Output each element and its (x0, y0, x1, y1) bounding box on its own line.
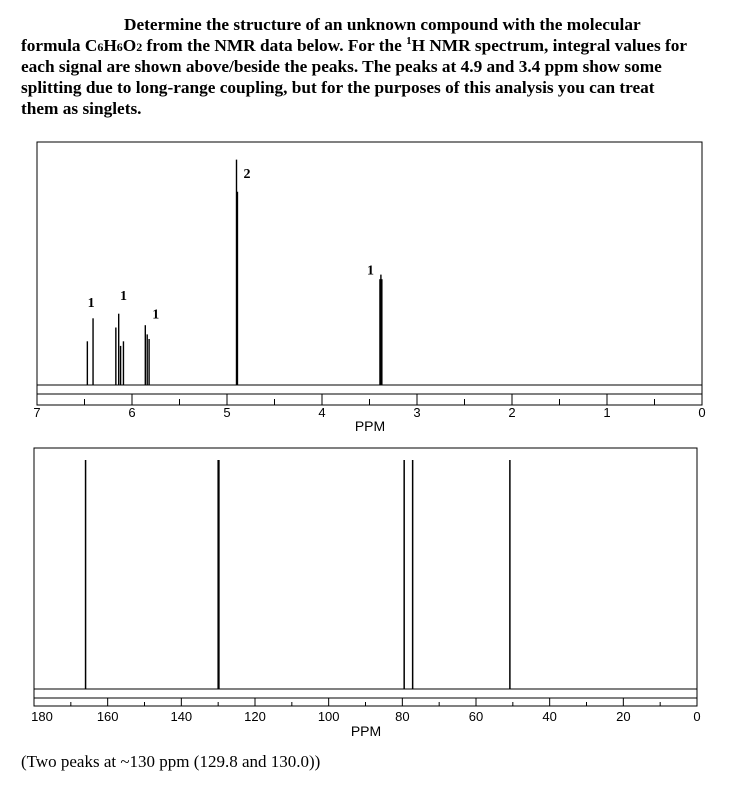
tick-label: 0 (693, 709, 701, 724)
integral-label: 1 (152, 307, 160, 323)
formula-h-count: 6 (116, 39, 123, 54)
tick-label: 2 (508, 405, 516, 420)
question-line-1: Determine the structure of an unknown compound with the molecular (124, 15, 641, 34)
formula-h: H (103, 35, 117, 55)
question-line-5: them as singlets. (21, 98, 142, 118)
question-text-end: H NMR spectrum, integral values for (411, 35, 688, 55)
tick-label: 40 (542, 709, 557, 724)
h1-nmr-spectrum (0, 130, 745, 440)
tick-label: 160 (96, 709, 119, 724)
integral-label: 1 (119, 288, 127, 304)
tick-label: 20 (616, 709, 631, 724)
formula-c-count: 6 (97, 39, 104, 54)
tick-label: 3 (413, 405, 421, 420)
tick-label: 80 (395, 709, 410, 724)
plot-frame (34, 448, 697, 706)
formula-o: O (122, 35, 137, 55)
tick-label: 0 (698, 405, 706, 420)
question-line-3: each signal are shown above/beside the peaks. The peaks at 4.9 and 3.4 ppm show some (21, 57, 662, 77)
question-line-4: splitting due to long-range coupling, but for the purposes of this analysis you can treat (21, 78, 655, 98)
x-axis-title: PPM (350, 723, 382, 739)
tick-label: 1 (603, 405, 611, 420)
integral-label: 1 (87, 295, 95, 311)
integral-label: 1 (366, 263, 374, 279)
tick-label: 4 (318, 405, 326, 420)
formula-o-count: 2 (136, 39, 143, 54)
footnote: (Two peaks at ~130 ppm (129.8 and 130.0)) (21, 752, 321, 771)
isotope-superscript: 1 (406, 34, 412, 47)
tick-label: 5 (223, 405, 231, 420)
tick-label: 6 (128, 405, 136, 420)
question-text (21, 15, 731, 120)
question-text-mid: from the NMR data below. For the (142, 35, 407, 55)
tick-label: 100 (317, 709, 340, 724)
question-line-2 (21, 36, 687, 55)
tick-label: 7 (33, 405, 41, 420)
c13-nmr-spectrum (0, 440, 745, 750)
tick-label: 180 (31, 709, 53, 724)
tick-label: 60 (468, 709, 484, 724)
integral-label: 2 (243, 167, 251, 182)
x-axis-title: PPM (354, 418, 386, 434)
tick-label: 140 (170, 709, 193, 724)
tick-label: 120 (244, 709, 266, 724)
formula-prefix: formula C (21, 35, 98, 55)
